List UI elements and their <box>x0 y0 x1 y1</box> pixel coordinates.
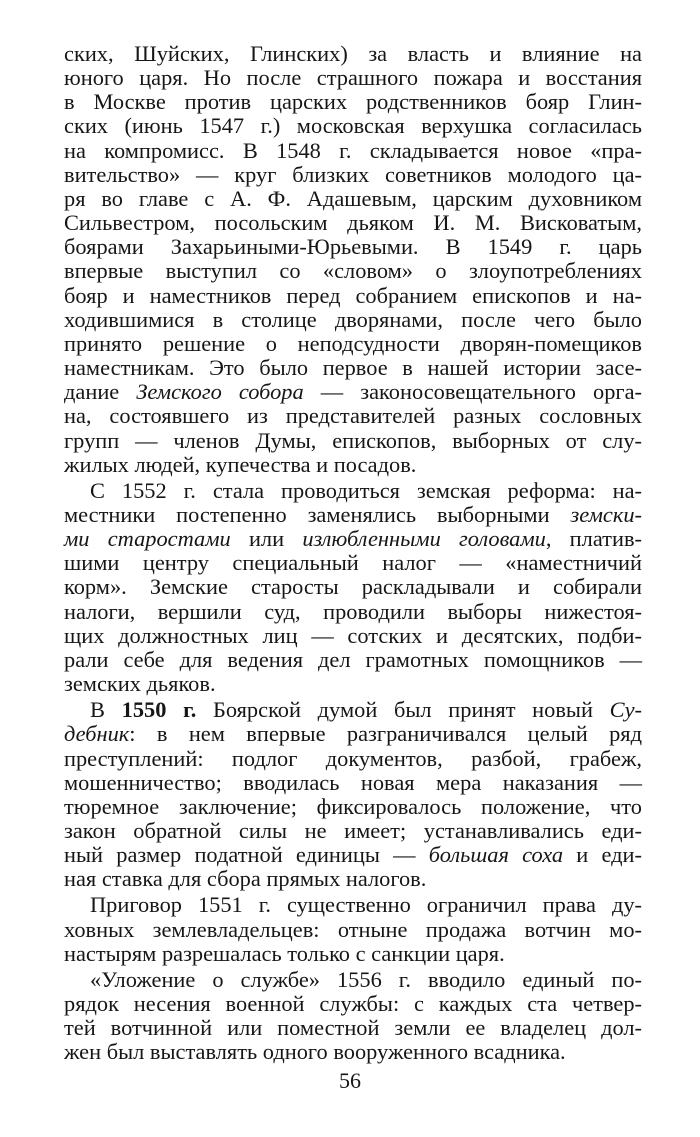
paragraph <box>64 698 642 891</box>
text-segment: С 1552 г. стала проводиться земская реформа: на- <box>90 477 642 503</box>
text-line <box>64 992 642 1016</box>
text-segment: жен был выставлять одного вооруженного всадника. <box>64 1039 566 1065</box>
text-segment: и еди- <box>563 842 642 868</box>
text-line <box>64 1040 642 1064</box>
text-line <box>64 918 642 942</box>
text-segment: Приговор 1551 г. существенно ограничил права ду- <box>90 892 642 918</box>
text-segment: закон обратной силы не имеет; устанавливались еди- <box>64 818 642 843</box>
text-segment: шими центру специальный налог — «наместничий <box>64 550 642 576</box>
text-line <box>64 284 642 308</box>
italic-term: излюбленными головами <box>302 526 546 552</box>
text-segment: принято решение о неподсудности дворян-помещиков <box>64 330 642 356</box>
text-segment: Сильвестром, посольским дьяком И. М. Висковатым, <box>64 210 642 236</box>
text-line <box>64 819 642 843</box>
text-segment: дание <box>64 379 137 405</box>
text-segment: : в нем впервые разграничивался целый ряд <box>129 721 642 747</box>
paragraph <box>64 479 642 696</box>
text-line <box>64 575 642 599</box>
text-line <box>64 90 642 114</box>
text-line <box>64 380 642 404</box>
text-line <box>64 867 642 891</box>
text-segment: рядок несения военной службы: с каждых ста четвер- <box>64 991 642 1017</box>
text-segment: преступлений: подлог документов, разбой, грабеж, <box>64 745 642 771</box>
text-line <box>64 114 642 138</box>
text-segment: Боярской думой был принят новый <box>196 697 610 723</box>
text-segment: ря во главе с А. Ф. Адашевым, царским духовником <box>64 185 642 211</box>
page-number: 56 <box>339 1068 361 1093</box>
text-segment: на, состоявшего из представителей разных сословных <box>64 403 642 429</box>
italic-term: большая соха <box>428 842 564 868</box>
text-line <box>64 187 642 211</box>
text-segment: групп — членов Думы, епископов, выборных от слу- <box>64 427 642 453</box>
text-line <box>64 795 642 819</box>
text-segment: вительство» — круг близких советников молодого ца- <box>64 161 642 187</box>
italic-term: дебник <box>64 721 130 747</box>
text-line <box>64 893 642 917</box>
text-line <box>64 429 642 453</box>
paragraph <box>64 893 642 965</box>
text-segment: тюремное заключение; фиксировалось положение, что <box>64 793 642 819</box>
text-segment: тей вотчинной или поместной земли ее владелец дол- <box>64 1015 642 1041</box>
text-segment: в Москве против царских родственников бояр Глин- <box>64 89 642 115</box>
text-segment: ских, Шуйских, Глинских) за власть и влияние на <box>64 41 642 66</box>
text-line <box>64 968 642 992</box>
text-line <box>64 527 642 551</box>
text-line <box>64 672 642 696</box>
text-segment: ских (июнь 1547 г.) московская верхушка согласилась <box>64 113 642 139</box>
bold-date: 1550 г. <box>121 697 197 723</box>
paragraph <box>64 968 642 1065</box>
text-line <box>64 503 642 527</box>
text-line <box>64 624 642 648</box>
text-segment: ный размер податной единицы — <box>64 842 429 868</box>
text-segment: боярами Захарьиными-Юрьевыми. В 1549 г. царь <box>64 234 642 260</box>
text-segment: , платив- <box>545 526 642 552</box>
text-line <box>64 722 642 746</box>
text-line <box>64 139 642 163</box>
italic-term: Земского собора <box>136 379 304 405</box>
text-segment: рали себе для ведения дел грамотных помощников — <box>64 646 642 672</box>
text-line <box>64 211 642 235</box>
text-line <box>64 308 642 332</box>
text-segment: местники постепенно заменялись выборными <box>64 501 571 527</box>
text-segment: земских дьяков. <box>64 671 216 697</box>
text-segment: мошенничество; вводилась новая мера наказания — <box>64 769 642 795</box>
text-segment: щих должностных лиц — сотских и десятских, подби- <box>64 622 642 648</box>
text-line <box>64 600 642 624</box>
text-segment: ховных землевладельцев: отныне продажа вотчин мо- <box>64 916 642 942</box>
italic-term: земски- <box>570 501 642 527</box>
text-segment: жилых людей, купечества и посадов. <box>64 451 417 477</box>
text-line <box>64 404 642 428</box>
text-segment: «Уложение о службе» 1556 г. вводило единый по- <box>90 966 642 992</box>
paragraph <box>64 42 642 477</box>
text-segment: или <box>230 526 303 552</box>
text-segment: наместникам. Это было первое в нашей истории засе- <box>64 355 642 381</box>
text-segment: настырям разрешалась только с санкции царя. <box>64 940 505 966</box>
text-line <box>64 163 642 187</box>
text-segment: на компромисс. В 1548 г. складывается новое «пра- <box>64 137 642 163</box>
text-segment: В <box>90 697 122 723</box>
text-line <box>64 551 642 575</box>
page-body <box>64 42 642 1065</box>
text-segment: — законосовещательного орга- <box>303 379 643 405</box>
text-line <box>64 356 642 380</box>
text-segment: налоги, вершили суд, проводили выборы нижестоя- <box>64 598 642 624</box>
text-line <box>64 1016 642 1040</box>
text-line <box>64 332 642 356</box>
italic-term: ми старостами <box>64 526 231 552</box>
text-segment: юного царя. Но после страшного пожара и восстания <box>64 65 642 91</box>
text-line <box>64 42 642 66</box>
text-line <box>64 942 642 966</box>
text-line <box>64 453 642 477</box>
italic-term: Су- <box>609 697 642 723</box>
text-line <box>64 66 642 90</box>
text-line <box>64 771 642 795</box>
text-segment: впервые выступил со «словом» о злоупотреблениях <box>64 258 642 284</box>
text-segment: ходившимися в столице дворянами, после чего было <box>64 306 642 332</box>
text-segment: ная ставка для сбора прямых налогов. <box>64 866 427 892</box>
text-line <box>64 235 642 259</box>
text-segment: корм». Земские старосты раскладывали и собирали <box>64 574 642 600</box>
text-line <box>64 648 642 672</box>
text-line <box>64 747 642 771</box>
text-line <box>64 843 642 867</box>
text-segment: бояр и наместников перед собранием епископов и на- <box>64 282 642 308</box>
text-line <box>64 698 642 722</box>
text-line <box>64 479 642 503</box>
text-line <box>64 259 642 283</box>
